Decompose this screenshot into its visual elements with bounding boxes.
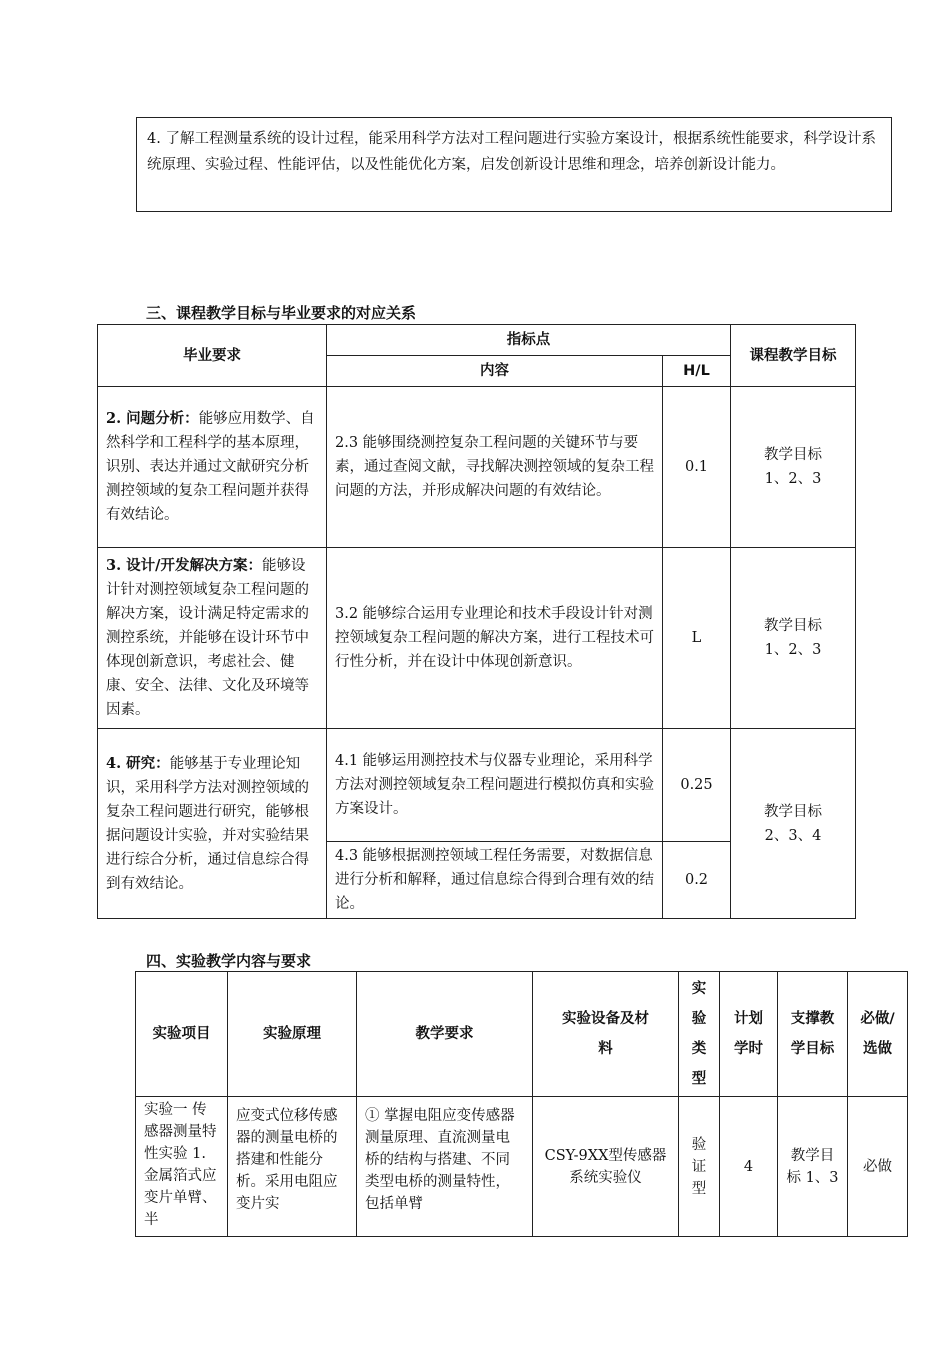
graduation-req-cell	[98, 548, 327, 729]
graduation-req-cell	[98, 729, 327, 919]
equipment-cell: CSY-9XX型传感器系统实验仪	[533, 1097, 679, 1237]
goal-numbers: 1、2、3	[764, 471, 822, 487]
header-project: 实验项目	[136, 972, 228, 1097]
goal-label: 教学目标	[764, 803, 822, 820]
section4-heading: 四、实验教学内容与要求	[146, 952, 312, 970]
course-goal-cell	[731, 548, 856, 729]
hl-cell: 0.2	[663, 842, 731, 919]
header-hl: H/L	[663, 356, 731, 387]
intro-objective-box	[136, 117, 892, 212]
mapping-table	[97, 324, 856, 919]
header-hours: 计划学时	[720, 972, 778, 1097]
required-cell: 必做	[848, 1097, 908, 1237]
header-required: 必做/选做	[848, 972, 908, 1097]
req-title: 4. 研究：	[106, 754, 170, 772]
intro-objective-text: 4. 了解工程测量系统的设计过程，能采用科学方法对工程问题进行实验方案设计，根据系统性能要求，科学设计系统原理、实验过程、性能评估，以及性能优化方案，启发创新设计思维和理念，培养创新设计能力。	[147, 131, 876, 173]
table-row	[98, 387, 856, 548]
goal-numbers: 2、3、4	[764, 827, 822, 844]
header-content: 内容	[327, 356, 663, 387]
header-requirement: 教学要求	[357, 972, 533, 1097]
req-text: 能够设计针对测控领域复杂工程问题的解决方案，设计满足特定需求的测控系统，并能够在设计环节中体现创新意识，考虑社会、健康、安全、法律、文化及环境等因素。	[106, 558, 309, 718]
header-indicator: 指标点	[327, 325, 731, 356]
header-goal: 支撑教学目标	[778, 972, 848, 1097]
req-text: 能够基于专业理论知识，采用科学方法对测控领域的复杂工程问题进行研究，能够根据问题设计实验，并对实验结果进行综合分析，通过信息综合得到有效结论。	[106, 755, 309, 892]
indicator-content-cell: 2.3 能够围绕测控复杂工程问题的关键环节与要素，通过查阅文献，寻找解决测控领域的复杂工程问题的方法，并形成解决问题的有效结论。	[327, 387, 663, 548]
hl-cell: L	[663, 548, 731, 729]
table-row	[98, 729, 856, 842]
header-equipment: 实验设备及材料	[533, 972, 679, 1097]
experiment-table	[135, 971, 908, 1237]
project-cell: 实验一 传感器测量特性实验 1. 金属箔式应变片单臂、半	[136, 1097, 228, 1237]
goal-numbers: 1、2、3	[764, 642, 822, 658]
course-goal-cell	[731, 729, 856, 919]
type-cell: 验证型	[679, 1097, 720, 1237]
goal-cell: 教学目标 1、3	[778, 1097, 848, 1237]
header-course-goal: 课程教学目标	[731, 325, 856, 387]
goal-label: 教学目标	[764, 447, 822, 463]
principle-cell: 应变式位移传感器的测量电桥的搭建和性能分析。采用电阻应变片实	[228, 1097, 357, 1237]
req-text: 能够应用数学、自然科学和工程科学的基本原理，识别、表达并通过文献研究分析测控领域的复杂工程问题并获得有效结论。	[106, 411, 315, 523]
course-goal-cell	[731, 387, 856, 548]
graduation-req-cell	[98, 387, 327, 548]
goal-label: 教学目标	[764, 618, 822, 634]
indicator-content-cell: 3.2 能够综合运用专业理论和技术手段设计针对测控领域复杂工程问题的解决方案，进行工程技术可行性分析，并在设计中体现创新意识。	[327, 548, 663, 729]
req-title: 3. 设计/开发解决方案：	[106, 557, 262, 574]
table-row	[98, 548, 856, 729]
header-graduation-req: 毕业要求	[98, 325, 327, 387]
hl-cell: 0.1	[663, 387, 731, 548]
indicator-content-cell: 4.3 能够根据测控领域工程任务需要，对数据信息进行分析和解释，通过信息综合得到合理有效的结论。	[327, 842, 663, 919]
hl-cell: 0.25	[663, 729, 731, 842]
requirement-cell: ① 掌握电阻应变传感器测量原理、直流测量电桥的结构与搭建、不同类型电桥的测量特性，包括单臂	[357, 1097, 533, 1237]
indicator-content-cell: 4.1 能够运用测控技术与仪器专业理论，采用科学方法对测控领域复杂工程问题进行模拟仿真和实验方案设计。	[327, 729, 663, 842]
header-type: 实验类型	[679, 972, 720, 1097]
section3-heading: 三、课程教学目标与毕业要求的对应关系	[146, 304, 417, 322]
req-title: 2. 问题分析：	[106, 410, 199, 427]
hours-cell: 4	[720, 1097, 778, 1237]
table-row	[136, 1097, 908, 1237]
header-principle: 实验原理	[228, 972, 357, 1097]
